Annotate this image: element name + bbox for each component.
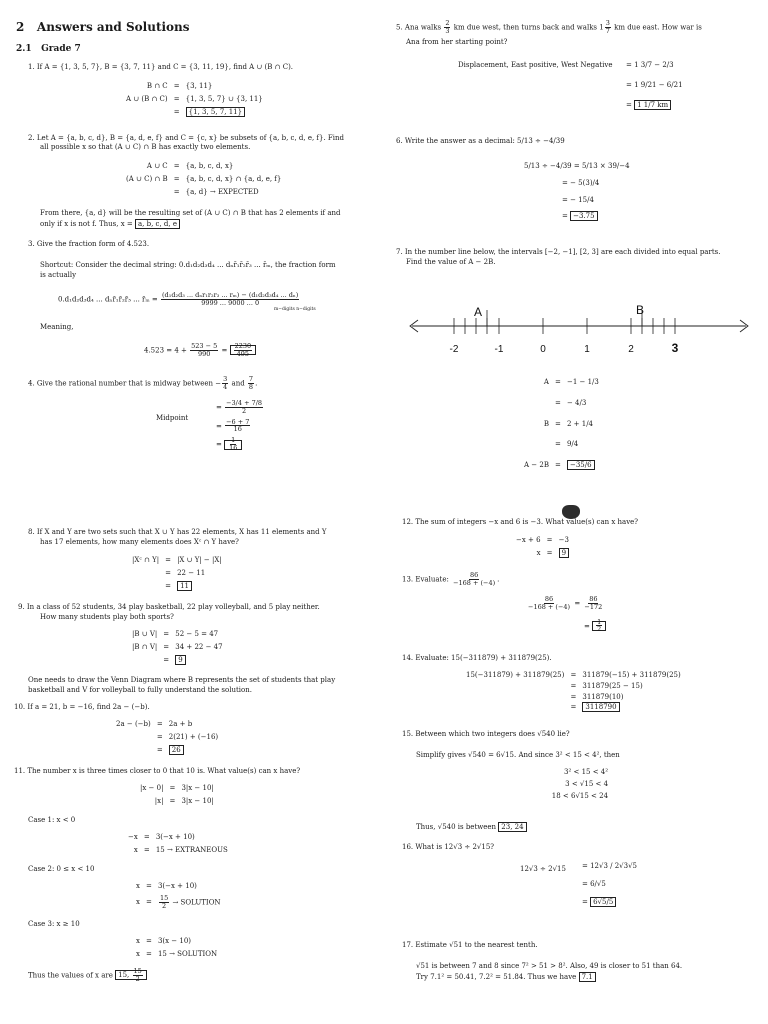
answer-box: 26 (169, 745, 184, 755)
problem-2-question-line2: all possible x so that (A ∪ C) ∩ B has exactly two elements. (40, 143, 251, 151)
answer-box: 23, 24 (498, 822, 526, 832)
problem-3-digit-note: m−digits n−digits (274, 307, 316, 312)
problem-10-question: 10. If a = 21, b = −16, find 2a − (−b). (14, 703, 150, 711)
problem-15-simplify: Simplify gives √540 = 6√15. And since 3² < 15 < 4², then (416, 751, 620, 759)
number-line (406, 296, 752, 360)
problem-11-final: Thus the values of x are 15, $\frac{15}{2}$ (28, 968, 147, 983)
answer-box: 1 1/7 km (634, 100, 671, 110)
problem-1-solution: B ∩ C = {3, 11} A ∪ (B ∩ C) = {1, 3, 5, 7} ∪ {3, 11} = {1, 3, 5, 7, 11} (126, 82, 263, 116)
problem-17-question: 17. Estimate √51 to the nearest tenth. (402, 941, 538, 949)
problem-16-lhs: 12√3 ÷ 2√15 (520, 865, 566, 873)
problem-14-question: 14. Evaluate: 15(−311879) + 311879(25). (402, 654, 552, 662)
problem-7-question-line1: 7. In the number line below, the intervals [−2, −1], [2, 3] are each divided into equal parts. (396, 248, 721, 256)
problem-8-question-line2: has 17 elements, how many elements does Xᶜ ∩ Y have? (40, 538, 239, 546)
problem-17-line2: Try 7.1² = 50.41, 7.2² = 51.84. Thus we have 7.1 (416, 973, 596, 982)
answer-box: −3.75 (570, 211, 597, 221)
case-1-solution: −x = 3(−x + 10) x = 15 → EXTRANEOUS (128, 833, 228, 854)
number-line-tick-labels (450, 341, 679, 355)
problem-5-solution: = 1 3/7 − 2/3 = 1 9/21 − 6/21 = 1 1/7 km (626, 61, 683, 109)
problem-9-question-line1: 9. In a class of 52 students, 34 play basketball, 22 play volleyball, and 5 play neither. (18, 603, 320, 611)
problem-1-question: 1. If A = {1, 3, 5, 7}, B = {3, 7, 11} and C = {3, 11, 19}, find A ∪ (B ∩ C). (28, 63, 294, 71)
section-heading: 2 Answers and Solutions (16, 20, 190, 34)
problem-6-solution: 5/13 ÷ −4/39 = 5/13 × 39/−4 = − 5(3)/4 = − 15/4 = −3.75 (524, 162, 630, 221)
case-2-label: Case 2: 0 ≤ x < 10 (28, 865, 95, 873)
problem-8-question-line1: 8. If X and Y are two sets such that X ∪ Y has 22 elements, X has 11 elements and Y (28, 528, 327, 536)
case-2-solution: x = 3(−x + 10) x = $\frac{15}{2}$ → SOLUTION (136, 882, 221, 910)
answer-box: $\frac{1}{16}$ (224, 440, 242, 450)
displacement-label: Displacement, East positive, West Negative (458, 61, 613, 69)
problem-11-setup: |x − 0| = 3|x − 10| |x| = 3|x − 10| (140, 784, 214, 805)
answer-box: 9 (175, 655, 185, 665)
problem-13-question: 13. Evaluate: $\frac{86}{-168 + (-4)}$ . (402, 571, 500, 587)
case-1-label: Case 1: x < 0 (28, 816, 76, 824)
problem-10-solution: 2a − (−b) = 2a + b = 2(21) + (−16) = 26 (116, 720, 219, 754)
problem-7-question-line2: Find the value of A − 2B. (406, 258, 496, 266)
problem-12-solution: −x + 6 = −3 x = 9 (516, 536, 569, 557)
problem-2-explanation-line1: From there, {a, d} will be the resulting set of (A ∪ C) ∩ B that has 2 elements if and (40, 209, 341, 217)
svg-text:2: 2 (628, 344, 634, 355)
problem-9-note-line2: basketball and V for volleyball to fully understand the solution. (28, 686, 252, 694)
problem-4-solution: = $\frac{-3/4 + 7/8}{2}$ = $\frac{-6 + 7}{16}$ = $\frac{1}{16}$ (216, 399, 263, 453)
answer-box: {1, 3, 5, 7, 11} (186, 107, 245, 117)
problem-2-question-line1: 2. Let A = {a, b, c, d}, B = {a, d, e, f} and C = {c, x} be subsets of {a, b, c, d, e, f}. Find (28, 134, 345, 142)
answer-box: 3118790 (582, 702, 619, 712)
problem-9-solution: |B ∪ V| = 52 − 5 = 47 |B ∩ V| = 34 + 22 − 47 = 9 (132, 630, 223, 664)
problem-3-formula: 0.d₁d₂d₃d₄ ... dₙr̄₁r̄₂r̄₃ ... r̄ₘ = $\frac{\text{(d₁d₂d₃ ... dₙr₁r₂r₃ ... rₘ) − (d₁d₂d₃d₄ ... dₙ)}}{9999 ... 9000 ... 0}$ (58, 291, 299, 307)
left-column (16, 0, 384, 1024)
label-b: B (636, 303, 645, 317)
answer-box: 7.1 (579, 972, 596, 982)
problem-15-conclusion: Thus, √540 is between 23, 24 (416, 823, 527, 832)
problem-7-solution: A = −1 − 1/3 = − 4/3 B = 2 + 1/4 = 9/4 A − 2B = −35/6 (524, 378, 599, 469)
answer-box: 6√5/5 (590, 897, 616, 907)
answer-box: 15, $\frac{15}{2}$ (115, 970, 147, 980)
subsection-heading: 2.1 Grade 7 (16, 44, 81, 54)
answer-box: −35/6 (567, 460, 595, 470)
problem-3-question: 3. Give the fraction form of 4.523. (28, 240, 150, 248)
midpoint-label: Midpoint (156, 414, 189, 422)
svg-text:-2: -2 (449, 344, 459, 355)
problem-8-solution: |Xᶜ ∩ Y| = |X ∪ Y| − |X| = 22 − 11 = 11 (132, 556, 222, 590)
case-3-solution: x = 3(x − 10) x = 15 → SOLUTION (136, 937, 218, 958)
svg-text:3: 3 (671, 341, 679, 355)
svg-text:1: 1 (584, 344, 590, 355)
problem-13-solution: $\frac{86}{-168 + (-4)}$ = $\frac{86}{-172}$ = $\frac{1}{2}$ (526, 596, 606, 633)
problem-12-question: 12. The sum of integers −x and 6 is −3. What value(s) can x have? (402, 518, 639, 526)
answer-box: $\frac{2230}{495}$ (230, 345, 257, 355)
problem-16-question: 16. What is 12√3 ÷ 2√15? (402, 843, 495, 851)
problem-6-question: 6. Write the answer as a decimal: 5/13 ÷ −4/39 (396, 137, 565, 145)
problem-9-question-line2: How many students play both sports? (40, 613, 174, 621)
problem-9-note-line1: One needs to draw the Venn Diagram where B represents the set of students that play (28, 676, 336, 684)
answer-box: $\frac{1}{2}$ (592, 621, 606, 631)
svg-text:-1: -1 (494, 344, 504, 355)
case-3-label: Case 3: x ≥ 10 (28, 920, 80, 928)
problem-4-question: 4. Give the rational number that is midway between − $\frac{3}{4}$ and $\frac{7}{8}$ . (28, 375, 258, 391)
problem-15-question: 15. Between which two integers does √540 lie? (402, 730, 570, 738)
problem-3-shortcut-line2: is actually (40, 271, 77, 279)
label-a: A (474, 305, 483, 319)
right-column (396, 0, 764, 1024)
answer-box: 11 (177, 581, 192, 591)
ink-blot (562, 505, 580, 519)
problem-3-result: 4.523 = 4 + $\frac{523 - 5}{990}$ = $\frac{2230}{495}$ (144, 343, 256, 358)
problem-2-solution: A ∪ C = {a, b, c, d, x} (A ∪ C) ∩ B = {a, b, c, d, x} ∩ {a, d, e, f} = {a, d} → EXPECTED (126, 162, 282, 196)
problem-14-solution: 15(−311879) + 311879(25) = 311879(−15) + 311879(25) = 311879(25 − 15) = 311879(10) = 3118790 (466, 671, 681, 712)
problem-11-question: 11. The number x is three times closer to 0 that 10 is. What value(s) can x have? (14, 767, 301, 775)
svg-text:0: 0 (540, 344, 546, 355)
problem-3-meaning: Meaning, (40, 323, 74, 331)
problem-3-shortcut-line1: Shortcut: Consider the decimal string: 0.d₁d₂d₃d₄ ... dₙr̄₁r̄₂r̄₃ ... r̄ₘ, the fraction form (40, 261, 336, 269)
problem-17-line1: √51 is between 7 and 8 since 7² > 51 > 8². Also, 49 is closer to 51 than 64. (416, 962, 683, 970)
answer-box: a, b, c, d, e (135, 219, 180, 229)
problem-5-question-line1: 5. Ana walks $\frac{2}{3}$ km due west, then turns back and walks 1 $\frac{3}{7}$ km due east. How war is (396, 19, 702, 35)
answer-box: 9 (559, 548, 569, 558)
problem-2-explanation-line2: only if x is not f. Thus, x = a, b, c, d, e (40, 220, 180, 229)
problem-15-inequalities: 3² < 15 < 4² 3 < √15 < 4 18 < 6√15 < 24 (551, 768, 609, 800)
problem-16-solution: = 12√3 / 2√3√5 = 6/√5 = 6√5/5 (582, 862, 638, 906)
problem-5-question-line2: Ana from her starting point? (406, 38, 508, 46)
